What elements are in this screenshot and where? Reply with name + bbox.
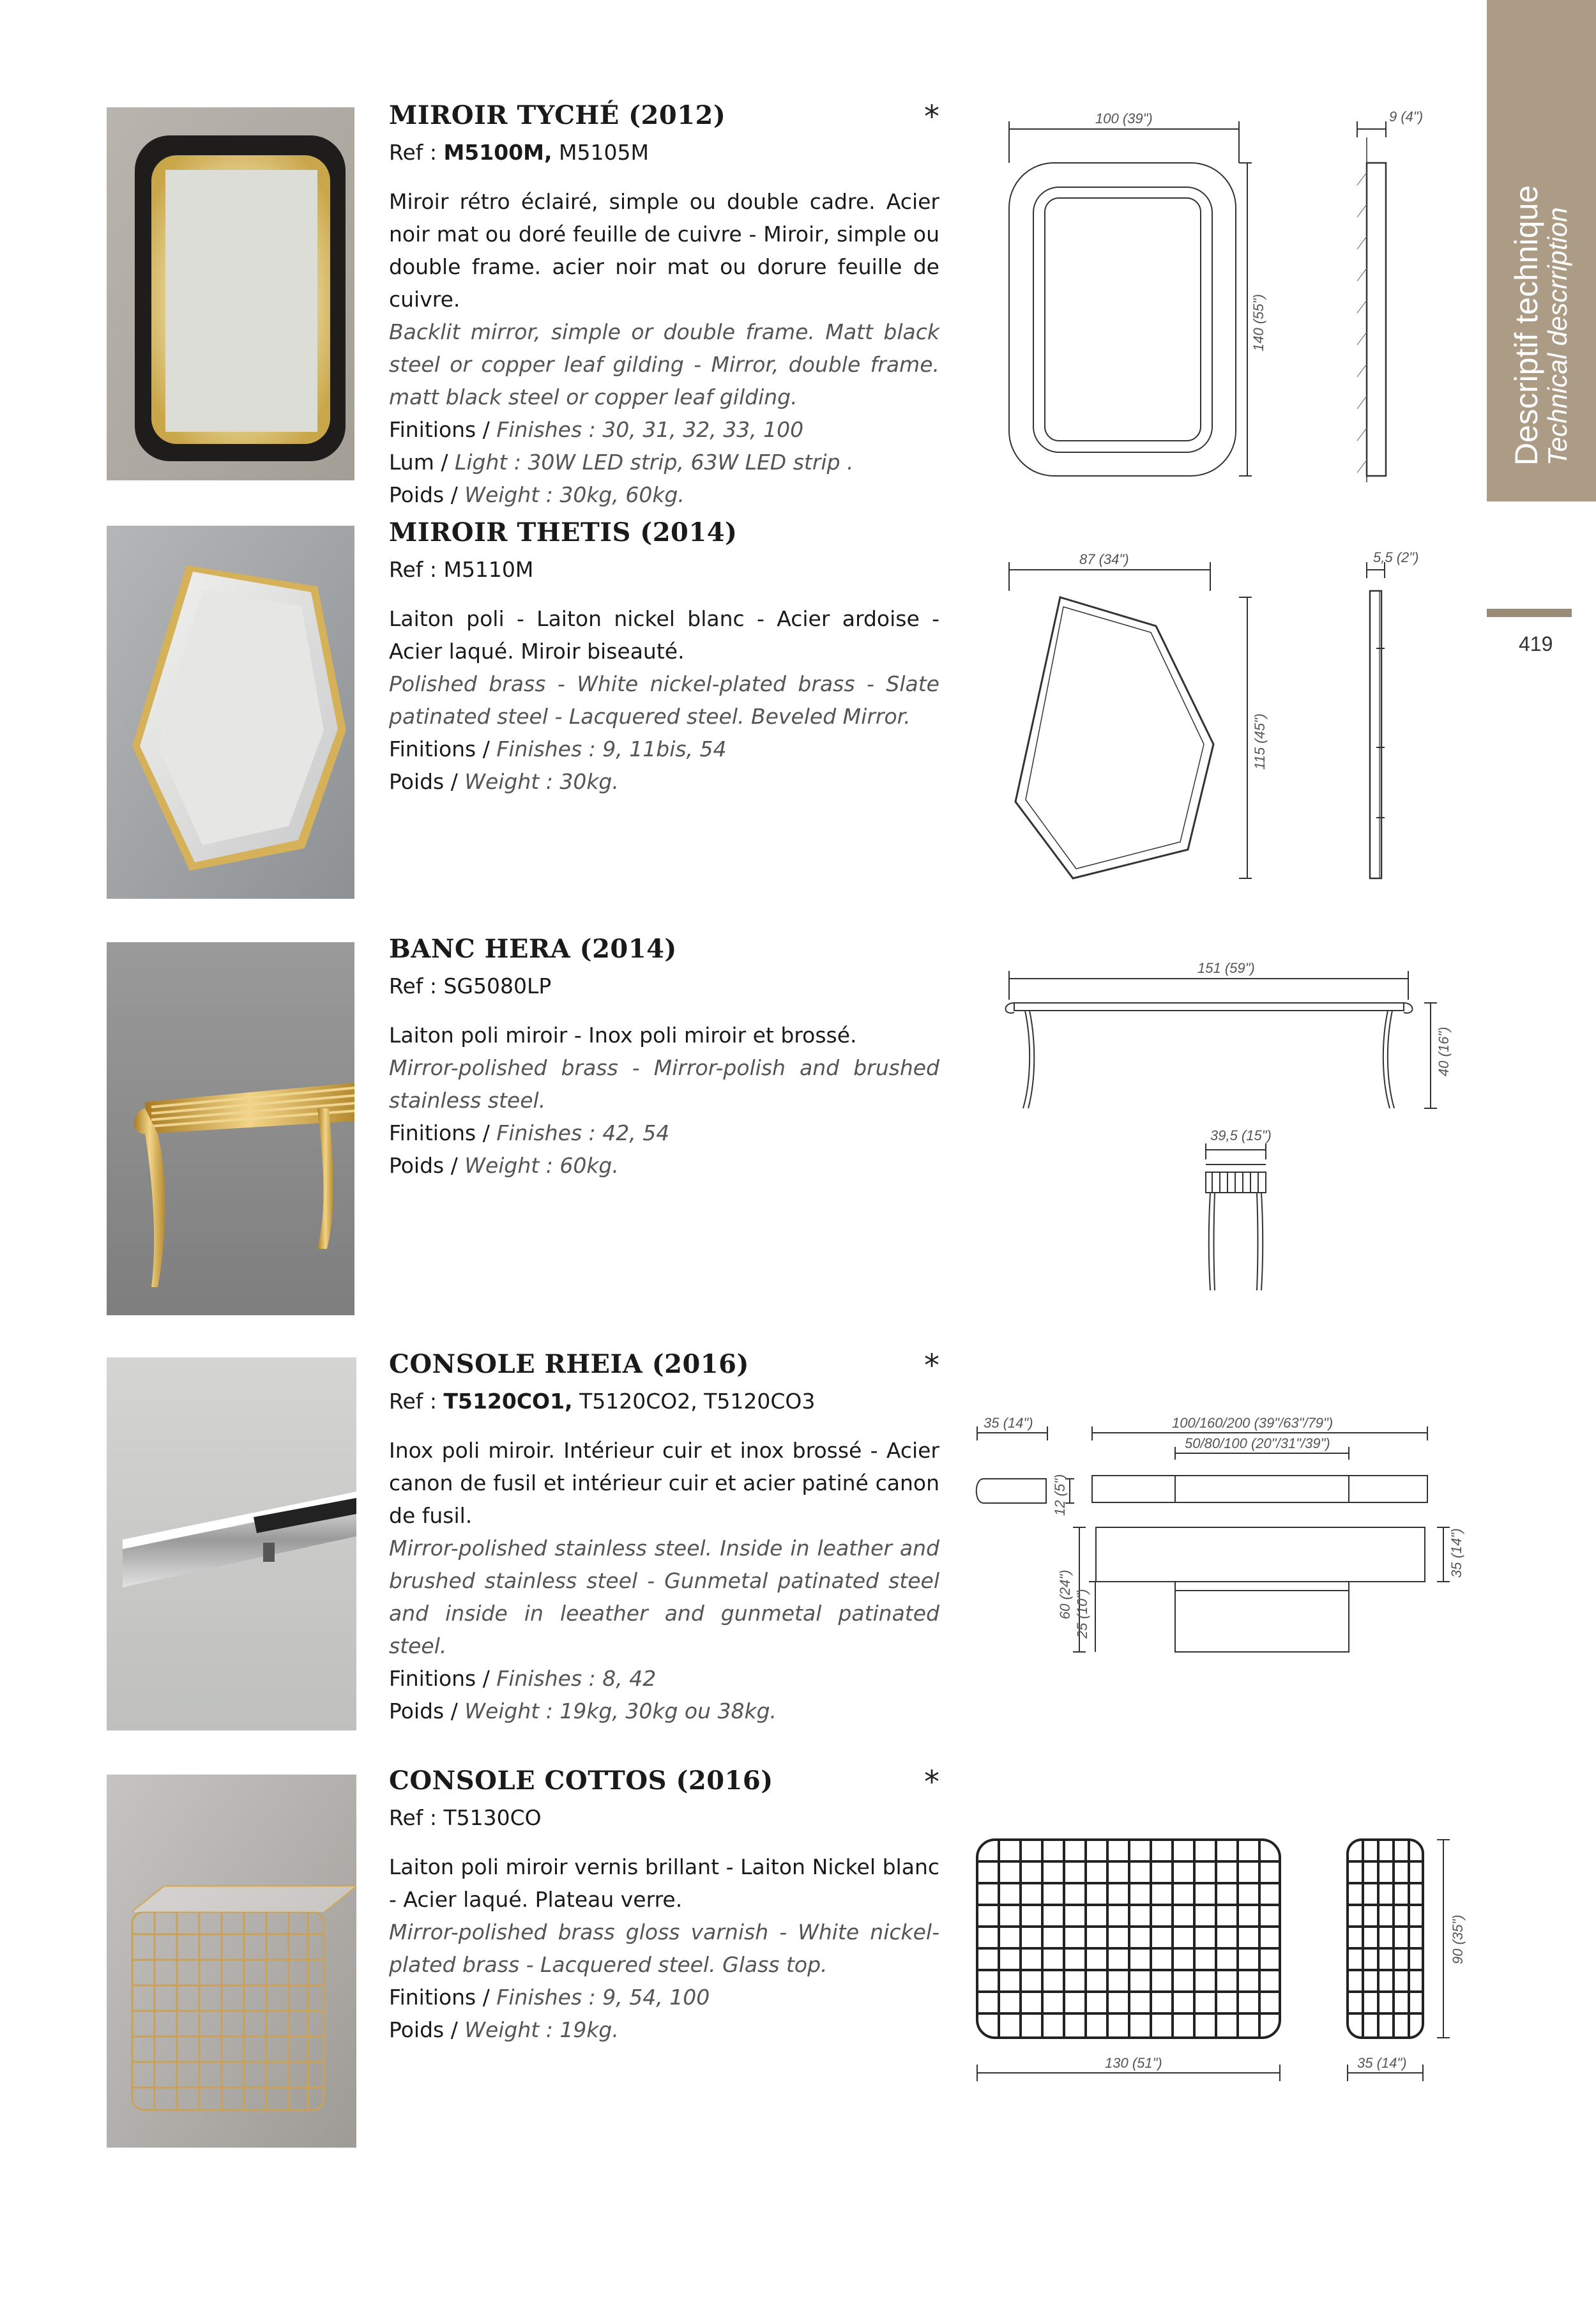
technical-drawing-miroir-thetis <box>984 543 1469 888</box>
product-ref <box>389 136 939 169</box>
technical-drawing-banc-hera <box>984 952 1469 1310</box>
weight-value: Weight : 19kg. <box>464 2017 619 2042</box>
product-block-banc-hera <box>389 933 939 1182</box>
ref-label: Ref : <box>389 1805 444 1830</box>
dim-width: 100 (39") <box>1095 111 1153 126</box>
product-block-console-rheia <box>389 1348 939 1727</box>
finishes-value: Finishes : 42, 54 <box>496 1120 670 1145</box>
product-block-miroir-tyche <box>389 99 939 511</box>
product-ref <box>389 553 939 586</box>
light-line <box>389 446 939 478</box>
dim-depth: 9 (4") <box>1389 109 1424 125</box>
weight-value: Weight : 60kg. <box>464 1153 619 1178</box>
new-product-star: * <box>924 99 939 135</box>
finishes-label: Finitions / <box>389 1666 497 1691</box>
description-en: Mirror-polished brass - Mirror-polish and brushed stainless steel. <box>389 1055 939 1113</box>
weight-value: Weight : 30kg. <box>464 769 619 794</box>
description-en: Backlit mirror, simple or double frame. Matt black steel or copper leaf gilding - Mirror, double frame. matt black steel or copper leaf gilding. <box>389 319 939 409</box>
product-photo-banc-hera <box>107 942 354 1315</box>
dim-depth: 5,5 (2") <box>1373 549 1419 565</box>
description-fr: Laiton poli - Laiton nickel blanc - Acier ardoise - Acier laqué. Miroir biseauté. <box>389 606 939 664</box>
description-en: Polished brass - White nickel-plated brass - Slate patinated steel - Lacquered steel. Beveled Mirror. <box>389 671 939 729</box>
dim-depth: 35 (14") <box>1357 2055 1407 2071</box>
page-number: 419 <box>1519 632 1553 655</box>
product-block-console-cottos <box>389 1764 939 2046</box>
product-title: MIROIR TYCHÉ (2012) <box>389 100 726 130</box>
weight-line <box>389 478 939 511</box>
dim-depth: 39,5 (15") <box>1210 1127 1272 1143</box>
ref-main: T5120CO1, <box>443 1389 573 1414</box>
weight-value: Weight : 19kg, 30kg ou 38kg. <box>464 1699 777 1723</box>
dim-depth-side: 35 (14") <box>1448 1528 1464 1578</box>
description-fr: Inox poli miroir. Intérieur cuir et inox brossé - Acier canon de fusil et intérieur cuir et acier patiné canon de fusil. <box>389 1438 939 1528</box>
dim-height: 115 (45") <box>1252 713 1268 770</box>
weight-label: Poids / <box>389 1153 465 1178</box>
finishes-value: Finishes : 8, 42 <box>496 1666 657 1691</box>
ref-label: Ref : <box>389 557 444 582</box>
finishes-line <box>389 1981 939 2013</box>
ref-label: Ref : <box>389 974 444 998</box>
technical-drawing-console-rheia <box>971 1409 1469 1670</box>
weight-line <box>389 1695 939 1727</box>
finishes-label: Finitions / <box>389 417 497 442</box>
light-value: Light : 30W LED strip, 63W LED strip . <box>454 450 854 475</box>
product-title: MIROIR THETIS (2014) <box>389 517 738 547</box>
weight-value: Weight : 30kg, 60kg. <box>464 482 685 507</box>
product-ref <box>389 1385 939 1417</box>
dim-thickness: 12 (5") <box>1052 1474 1068 1516</box>
dim-width-outer: 100/160/200 (39"/63"/79") <box>1172 1415 1334 1431</box>
description-en: Mirror-polished brass gloss varnish - White nickel-plated brass - Lacquered steel. Glass top. <box>389 1920 939 1977</box>
light-label: Lum / <box>389 450 455 475</box>
finishes-label: Finitions / <box>389 737 497 761</box>
finishes-label: Finitions / <box>389 1985 497 2010</box>
ref-main: M5100M, <box>443 140 552 165</box>
side-tab-label-en: Technical descrription <box>1542 207 1572 466</box>
dim-height: 90 (35") <box>1450 1914 1466 1964</box>
product-block-miroir-thetis <box>389 516 939 798</box>
dim-width: 87 (34") <box>1079 551 1129 567</box>
ref-main: T5130CO <box>443 1805 542 1830</box>
new-product-star: * <box>924 1348 939 1384</box>
dim-width: 151 (59") <box>1197 960 1255 976</box>
product-photo-console-rheia <box>107 1357 356 1730</box>
ref-main: SG5080LP <box>443 974 552 998</box>
technical-drawing-console-cottos <box>971 1827 1469 2089</box>
weight-line <box>389 765 939 798</box>
finishes-line <box>389 413 939 446</box>
description-fr: Laiton poli miroir - Inox poli miroir et brossé. <box>389 1023 857 1048</box>
weight-label: Poids / <box>389 1699 465 1723</box>
product-photo-miroir-thetis <box>107 526 354 899</box>
new-product-star: * <box>924 1764 939 1800</box>
finishes-value: Finishes : 9, 54, 100 <box>496 1985 710 2010</box>
dim-height-lower: 25 (10") <box>1074 1589 1090 1638</box>
description-en: Mirror-polished stainless steel. Inside in leather and brushed stainless steel - Gunmetal patinated steel and inside in leeather and gunmetal patinated steel. <box>389 1536 939 1658</box>
technical-drawing-miroir-tyche <box>984 102 1469 485</box>
finishes-value: Finishes : 30, 31, 32, 33, 100 <box>496 417 804 442</box>
finishes-line <box>389 733 939 765</box>
finishes-label: Finitions / <box>389 1120 497 1145</box>
side-tab-label-fr: Descriptif technique <box>1508 185 1544 466</box>
weight-label: Poids / <box>389 482 465 507</box>
dim-depth: 35 (14") <box>984 1415 1033 1431</box>
ref-main: M5110M <box>443 557 534 582</box>
side-tab-label <box>1486 6 1595 466</box>
finishes-value: Finishes : 9, 11bis, 54 <box>496 737 727 761</box>
dim-height: 40 (16") <box>1436 1027 1452 1076</box>
page-number-bar <box>1487 609 1572 617</box>
weight-label: Poids / <box>389 769 465 794</box>
product-title: CONSOLE COTTOS (2016) <box>389 1766 773 1796</box>
dim-width-inner: 50/80/100 (20"/31"/39") <box>1185 1435 1330 1451</box>
finishes-line <box>389 1662 939 1695</box>
product-title: BANC HERA (2014) <box>389 934 677 964</box>
product-ref <box>389 1801 939 1834</box>
product-photo-miroir-tyche <box>107 107 354 480</box>
weight-label: Poids / <box>389 2017 465 2042</box>
ref-alt: M5105M <box>552 140 649 165</box>
weight-line <box>389 1149 939 1182</box>
finishes-line <box>389 1117 939 1149</box>
weight-line <box>389 2013 939 2046</box>
dim-width: 130 (51") <box>1105 2055 1162 2071</box>
product-ref <box>389 970 939 1002</box>
ref-label: Ref : <box>389 1389 444 1414</box>
description-fr: Laiton poli miroir vernis brillant - Laiton Nickel blanc - Acier laqué. Plateau verre. <box>389 1854 939 1912</box>
dim-height: 60 (24") <box>1057 1570 1073 1619</box>
dim-height: 140 (55") <box>1250 294 1266 351</box>
product-title: CONSOLE RHEIA (2016) <box>389 1349 749 1379</box>
ref-alt: T5120CO2, T5120CO3 <box>572 1389 816 1414</box>
ref-label: Ref : <box>389 140 444 165</box>
description-fr: Miroir rétro éclairé, simple ou double cadre. Acier noir mat ou doré feuille de cuivre - Miroir, simple ou double frame. acier noir mat ou dorure feuille de cuivre. <box>389 189 939 312</box>
product-photo-console-cottos <box>107 1775 356 2148</box>
